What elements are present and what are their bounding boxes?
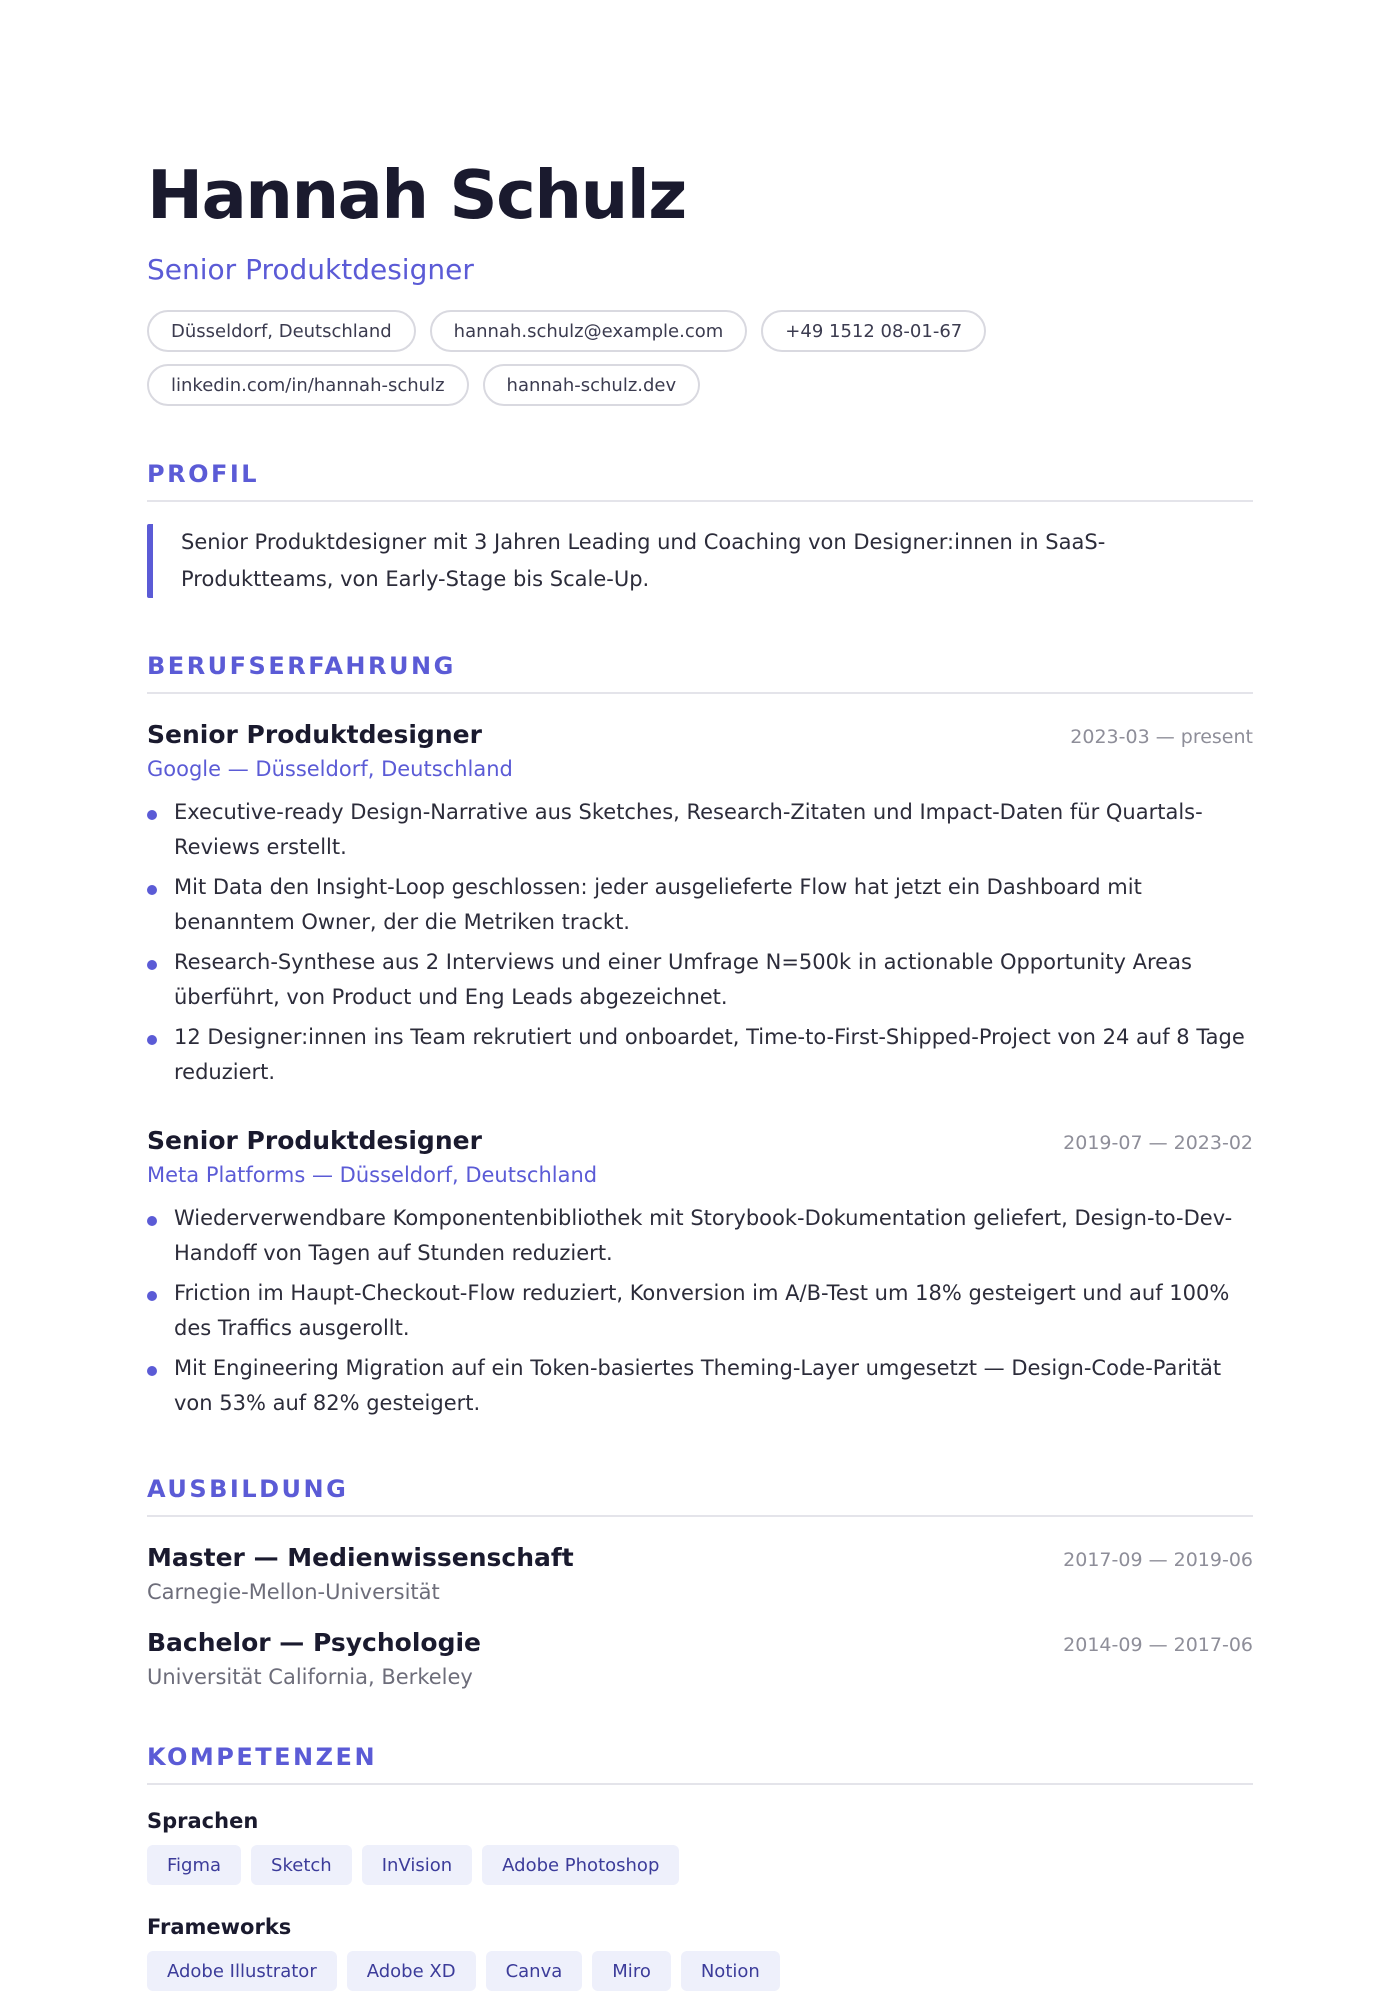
bullet-dot-icon	[147, 1216, 157, 1226]
job-entry	[147, 1126, 1253, 1421]
skill-tag: Adobe Photoshop	[482, 1845, 679, 1885]
candidate-role: Senior Produktdesigner	[147, 253, 474, 286]
skill-tag: Adobe Illustrator	[147, 1951, 337, 1991]
section-divider	[147, 1515, 1253, 1517]
education-dates: 2014-09 — 2017-06	[1063, 1634, 1253, 1656]
education-dates: 2017-09 — 2019-06	[1063, 1549, 1253, 1571]
contact-list	[147, 310, 1007, 406]
skill-group-languages	[147, 1809, 1253, 1885]
section-title-skills: KOMPETENZEN	[147, 1743, 378, 1771]
job-title: Senior Produktdesigner	[147, 1126, 482, 1155]
skill-tag: Figma	[147, 1845, 241, 1885]
bullet-text: 12 Designer:innen ins Team rekrutiert und onboardet, Time-to-First-Shipped-Project von 24 auf 8 Tage reduziert.	[174, 1025, 1245, 1084]
job-bullet	[147, 1276, 1253, 1346]
skills-section	[147, 1743, 1253, 1785]
contact-phone[interactable]: +49 1512 08-01-67	[761, 310, 986, 352]
job-bullet	[147, 1351, 1253, 1421]
bullet-text: Research-Synthese aus 2 Interviews und einer Umfrage N=500k in actionable Opportunity Areas überführt, von Product und Eng Leads abgezeichnet.	[174, 950, 1192, 1009]
skill-tag: Canva	[486, 1951, 583, 1991]
skill-group-label: Frameworks	[147, 1915, 292, 1939]
profile-summary: Senior Produktdesigner mit 3 Jahren Leading und Coaching von Designer:innen in SaaS-Produktteams, von Early-Stage bis Scale-Up.	[147, 524, 1253, 598]
job-company: Meta Platforms — Düsseldorf, Deutschland	[147, 1163, 598, 1187]
contact-email[interactable]: hannah.schulz@example.com	[430, 310, 748, 352]
job-entry	[147, 720, 1253, 1090]
bullet-text: Mit Data den Insight-Loop geschlossen: jeder ausgelieferte Flow hat jetzt ein Dashboard mit benanntem Owner, der die Metriken trackt.	[174, 875, 1142, 934]
skill-tag: Sketch	[251, 1845, 352, 1885]
school-name: Carnegie-Mellon-Universität	[147, 1580, 440, 1604]
bullet-dot-icon	[147, 1035, 157, 1045]
job-dates: 2019-07 — 2023-02	[1063, 1132, 1253, 1154]
bullet-dot-icon	[147, 1366, 157, 1376]
section-title-profile: PROFIL	[147, 460, 260, 488]
job-company: Google — Düsseldorf, Deutschland	[147, 757, 513, 781]
school-name: Universität California, Berkeley	[147, 1665, 473, 1689]
section-title-experience: BERUFSERFAHRUNG	[147, 652, 456, 680]
bullet-text: Mit Engineering Migration auf ein Token-basiertes Theming-Layer umgesetzt — Design-Code-Parität von 53% auf 82% gesteigert.	[174, 1356, 1222, 1415]
skill-tag: InVision	[362, 1845, 472, 1885]
job-bullet	[147, 1020, 1253, 1090]
skill-tag: Miro	[592, 1951, 671, 1991]
section-divider	[147, 500, 1253, 502]
section-divider	[147, 1783, 1253, 1785]
job-dates: 2023-03 — present	[1070, 726, 1253, 748]
job-bullet	[147, 795, 1253, 865]
job-bullet	[147, 870, 1253, 940]
skill-tags	[147, 1845, 1253, 1885]
degree-title: Bachelor — Psychologie	[147, 1628, 481, 1657]
education-entry	[147, 1628, 1253, 1689]
job-title: Senior Produktdesigner	[147, 720, 482, 749]
bullet-dot-icon	[147, 885, 157, 895]
section-divider	[147, 692, 1253, 694]
bullet-text: Executive-ready Design-Narrative aus Sketches, Research-Zitaten und Impact-Daten für Quartals-Reviews erstellt.	[174, 800, 1203, 859]
bullet-dot-icon	[147, 810, 157, 820]
job-bullet	[147, 1201, 1253, 1271]
skill-tag: Adobe XD	[347, 1951, 476, 1991]
contact-linkedin[interactable]: linkedin.com/in/hannah-schulz	[147, 364, 469, 406]
job-bullets	[147, 795, 1253, 1090]
bullet-dot-icon	[147, 1291, 157, 1301]
section-title-education: AUSBILDUNG	[147, 1475, 349, 1503]
bullet-text: Wiederverwendbare Komponentenbibliothek mit Storybook-Dokumentation geliefert, Design-to-Dev-Handoff von Tagen auf Stunden reduziert.	[174, 1206, 1233, 1265]
contact-website[interactable]: hannah-schulz.dev	[483, 364, 701, 406]
education-section	[147, 1475, 1253, 1517]
bullet-dot-icon	[147, 960, 157, 970]
education-entry	[147, 1543, 1253, 1604]
skill-group-label: Sprachen	[147, 1809, 259, 1833]
experience-section	[147, 652, 1253, 694]
job-bullet	[147, 945, 1253, 1015]
contact-location: Düsseldorf, Deutschland	[147, 310, 416, 352]
skill-tags	[147, 1951, 1253, 1991]
skill-tag: Notion	[681, 1951, 780, 1991]
job-bullets	[147, 1201, 1253, 1421]
profile-section	[147, 460, 1253, 502]
bullet-text: Friction im Haupt-Checkout-Flow reduziert, Konversion im A/B-Test um 18% gesteigert und auf 100% des Traffics ausgerollt.	[174, 1281, 1230, 1340]
candidate-name: Hannah Schulz	[147, 156, 686, 234]
degree-title: Master — Medienwissenschaft	[147, 1543, 574, 1572]
